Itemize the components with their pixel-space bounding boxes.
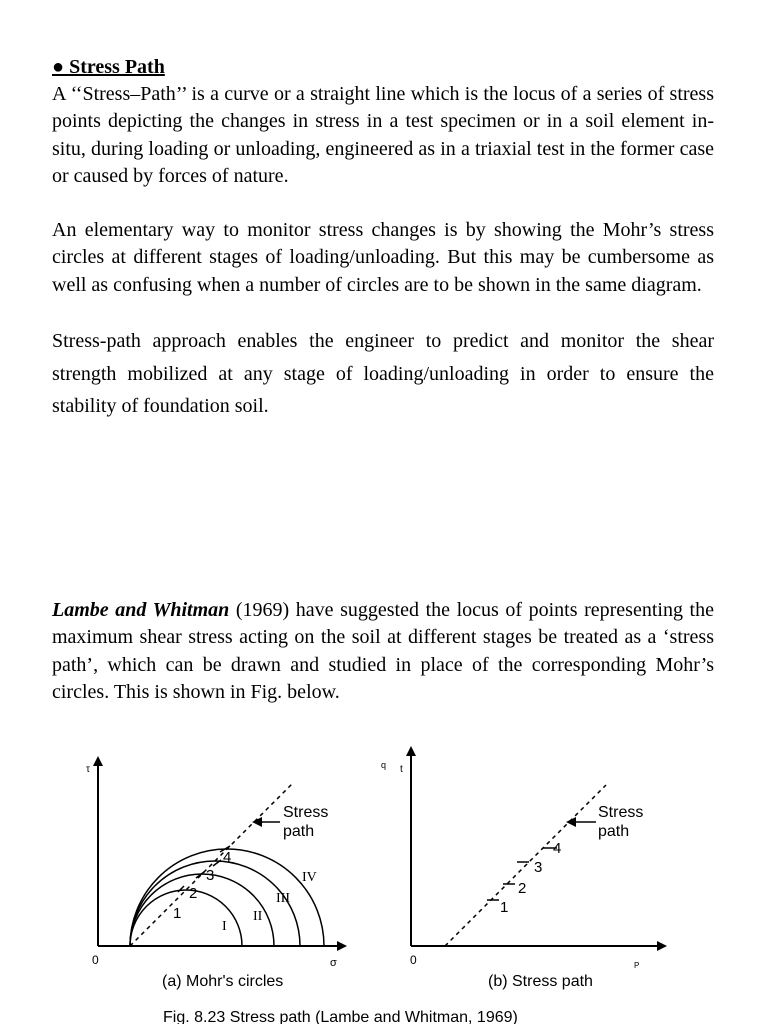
point-label-3: 3 bbox=[206, 867, 215, 884]
stress-path-line-left bbox=[130, 784, 292, 946]
section-heading: ● Stress Path bbox=[52, 56, 165, 78]
caption-mohrs-circles: (a) Mohr's circles bbox=[162, 973, 284, 990]
point-tick-2 bbox=[196, 872, 204, 878]
stress-path-label-left-2: path bbox=[283, 823, 315, 840]
mohr-circle-i bbox=[130, 890, 242, 946]
stress-path-label-right-1: Stress bbox=[598, 804, 644, 821]
stress-path-label-left-1: Stress bbox=[283, 804, 329, 821]
p-axis-label: P bbox=[634, 961, 640, 970]
sigma-axis-label: σ bbox=[330, 957, 337, 969]
circle-label-iv: IV bbox=[302, 870, 317, 885]
caption-stress-path: (b) Stress path bbox=[488, 973, 593, 990]
point-label-4: 4 bbox=[223, 849, 232, 866]
circle-label-iii: III bbox=[276, 891, 290, 906]
circle-label-ii: II bbox=[253, 909, 263, 924]
point-tick-1 bbox=[178, 886, 184, 892]
paragraph-definition: A ‘‘Stress–Path’’ is a curve or a straight line which is the locus of a series of stress points depicting the changes in stress in a test specimen or in a soil element in-situ, during loading or unloading, engineered as in a triaxial test in the former case or caused by forces of nature. bbox=[52, 83, 714, 187]
t-axis-label: t bbox=[400, 764, 403, 775]
circle-label-i: I bbox=[222, 919, 227, 934]
tau-axis-label: τ bbox=[86, 764, 90, 775]
figure-caption: Fig. 8.23 Stress path (Lambe and Whitman, 1969) bbox=[163, 1009, 518, 1024]
point-label-right-1: 1 bbox=[500, 899, 509, 916]
mohr-circle-iii bbox=[130, 861, 300, 946]
point-label-right-3: 3 bbox=[534, 859, 543, 876]
paragraph-approach: Stress-path approach enables the engineer to predict and monitor the shear strength mobilized at any stage of loading/unloading in order to ensure the stability of foundation soil. bbox=[52, 330, 714, 418]
point-label-1: 1 bbox=[173, 905, 182, 922]
q-axis-label: q bbox=[381, 760, 387, 770]
author-name: Lambe and Whitman bbox=[52, 599, 230, 621]
origin-label-right: 0 bbox=[410, 953, 417, 967]
origin-label-left: 0 bbox=[92, 953, 99, 967]
stress-path-line-right bbox=[445, 785, 606, 946]
paragraph-mohr-circles: An elementary way to monitor stress changes is by showing the Mohr’s stress circles at different stages of loading/unloading. But this may be cumbersome as well as confusing when a number of circles are to be shown in the same diagram. bbox=[52, 219, 714, 296]
stress-path-label-right-2: path bbox=[598, 823, 630, 840]
point-label-2: 2 bbox=[189, 885, 198, 902]
point-label-right-2: 2 bbox=[518, 880, 527, 897]
paragraph-lambe-whitman-text: (1969) have suggested the locus of points representing the maximum shear stress acting on the soil at different stages be treated as a ‘stress path’, which can be drawn and studied in place of the corresponding Mohr’s circles. This is shown in Fig. below. bbox=[52, 599, 714, 703]
mohr-circles-panel bbox=[86, 758, 345, 990]
point-label-right-4: 4 bbox=[553, 840, 562, 857]
stress-path-panel bbox=[381, 748, 665, 990]
